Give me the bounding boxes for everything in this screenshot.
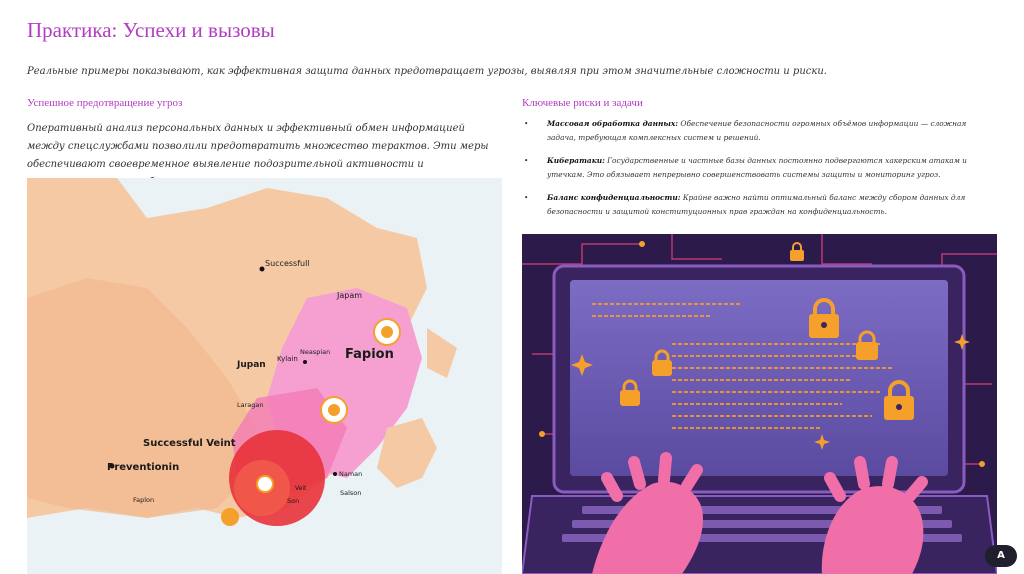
label-neaspian: Neaspian: [300, 348, 331, 356]
label-japam: Japam: [337, 291, 363, 300]
orange-dot-icon: [221, 508, 239, 526]
bullet-icon: •: [524, 119, 529, 128]
sun-icon: [257, 476, 273, 492]
risk-name: Массовая обработка данных:: [547, 119, 679, 128]
label-salson: Salson: [340, 489, 362, 497]
label-faplon: Faplon: [133, 496, 155, 504]
risk-item: [522, 154, 992, 182]
label-jupan: Jupan: [237, 360, 266, 370]
label-veit: Veit: [295, 485, 307, 492]
label-successfull: Successfull: [265, 259, 310, 268]
left-heading: Успешное предотвращение угроз: [27, 97, 183, 109]
label-preventionin: Preventionin: [107, 462, 180, 473]
label-laragan: Laragan: [237, 401, 264, 409]
risk-item: [522, 117, 992, 145]
risk-list: [522, 117, 992, 228]
label-successful-veint: Successful Veint: [143, 438, 236, 449]
risk-name: Баланс конфиденциальности:: [547, 193, 681, 202]
risk-text: Государственные и частные базы данных постоянно подвергаются хакерским атакам и утечкам. Это обязывает непрерывно совершенствовать системы защиты и мониторинг угроз.: [547, 156, 967, 179]
laptop-security-illustration: [522, 234, 997, 574]
risk-text: Крайне важно найти оптимальный баланс между сбором данных для безопасности и защитой конституционных прав граждан на конфиденциальность.: [547, 193, 966, 216]
bullet-icon: •: [524, 156, 529, 165]
risk-name: Кибератаки:: [547, 156, 605, 165]
help-badge[interactable]: A: [985, 545, 1017, 567]
risk-text: Обеспечение безопасности огромных объёмов информации — сложная задача, требующая комплексных систем и решений.: [547, 119, 967, 142]
label-son: Son: [287, 497, 300, 505]
slide-title: Практика: Успехи и вызовы: [27, 18, 275, 42]
threat-map-illustration: [27, 178, 502, 574]
laptop-svg: [522, 234, 997, 574]
risk-item: [522, 191, 992, 219]
label-kylain: Kylain: [277, 355, 298, 363]
slide-subtitle: Реальные примеры показывают, как эффективная защита данных предотвращает угрозы, выявляя при этом значительные сложности и риски.: [27, 66, 827, 77]
threat-map-svg: [27, 178, 502, 574]
bullet-icon: •: [524, 193, 529, 202]
label-fapion: Fapion: [345, 347, 394, 362]
left-paragraph: Оперативный анализ персональных данных и эффективный обмен информацией между спецслужбами позволили предотвратить множество терактов. Эти меры обеспечивают своевременное выявление подозрительной активности и: [27, 123, 489, 170]
right-heading: Ключевые риски и задачи: [522, 97, 643, 109]
label-naman: Naman: [339, 470, 363, 478]
